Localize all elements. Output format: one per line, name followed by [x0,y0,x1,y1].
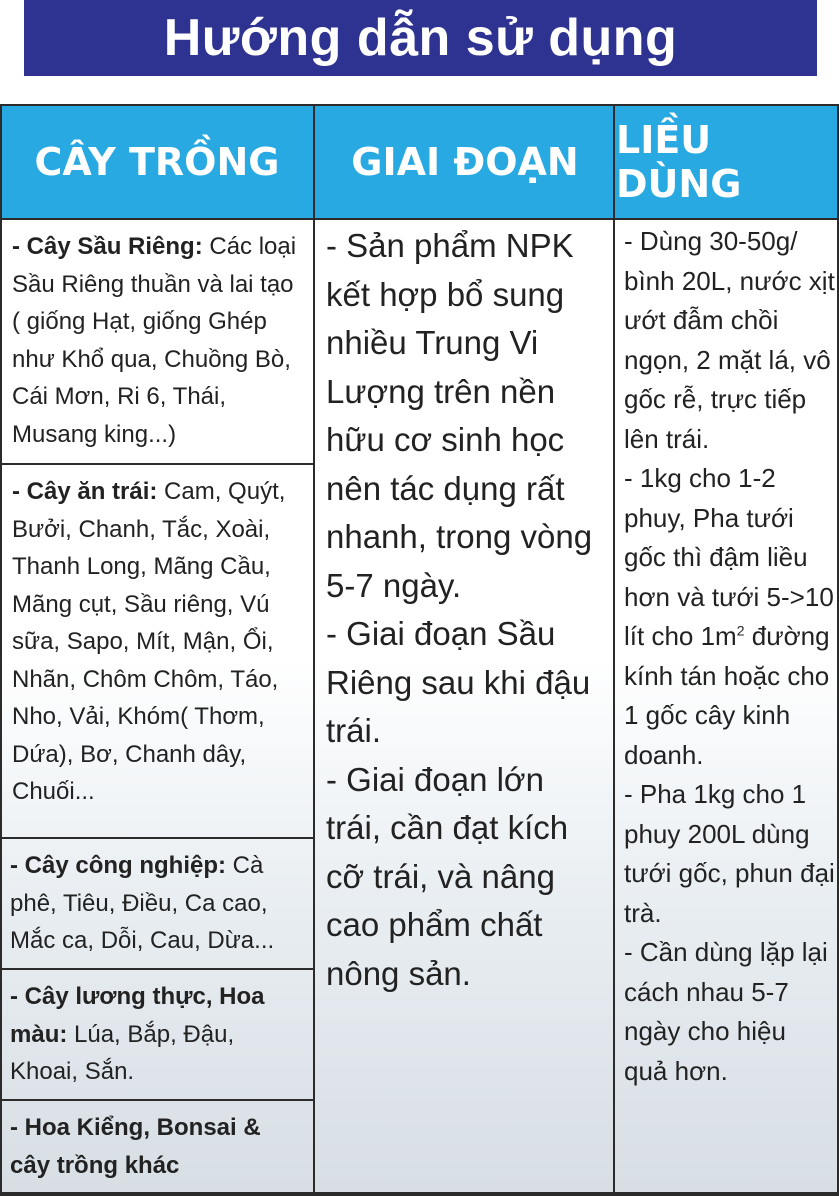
crop-label: - Cây công nghiệp: [10,852,226,879]
crop-row-ornamental [0,1101,314,1193]
crop-row-food [0,970,314,1101]
header-stage: GIAI ĐOẠN [351,140,579,184]
table-bottom-border [0,1192,839,1196]
header-dose: LIỀU DÙNG [616,118,742,206]
table-header-row [0,106,839,220]
crop-label: - Cây ăn trái: [12,478,158,505]
crop-text: Cam, Quýt, Bưởi, Chanh, Tắc, Xoài, Thanh Long, Mãng Cầu, Mãng cụt, Sầu riêng, Vú sữa, Sapo, Mít, Mận, Ổi, Nhãn, Chôm Chôm, Táo, Nho, Vải, Khóm( Thơm, Dứa), Bơ, Chanh dây, Chuối... [12,478,286,805]
stage-text-3: - Giai đoạn lớn trái, cần đạt kích cỡ trái, và nâng cao phẩm chất nông sản. [326,760,569,992]
crop-text: Lúa, Bắp, Đậu, Khoai, Sắn. [10,1020,235,1085]
crop-label: - Cây Sầu Riêng: [12,233,203,260]
crop-row-durian [0,220,314,465]
dose-text-4: - Cần dùng lặp lại cách nhau 5-7 ngày cho hiệu quả hơn. [624,937,828,1086]
header-crop: CÂY TRỒNG [34,140,280,184]
crop-label: - Cây lương thực, Hoa màu: [10,983,265,1048]
page-title: Hướng dẫn sử dụng [163,9,678,67]
stage-text-2: - Giai đoạn Sầu Riêng sau khi đậu trái. [326,615,591,749]
dose-text-2a: - 1kg cho 1-2 phuy, Pha tưới gốc thì đậm liều hơn và tưới 5->10 lít cho 1m [624,463,834,651]
dose-superscript: 2 [736,622,745,639]
stage-cell [316,222,614,998]
dose-text-3: - Pha 1kg cho 1 phuy 200L dùng tưới gốc, phun đại trà. [624,779,835,928]
crop-text: Các loại Sầu Riêng thuần và lai tạo ( giống Hạt, giống Ghép như Khổ qua, Chuồng Bò, Cái Mơn, Ri 6, Thái, Musang king...) [12,233,297,448]
dose-text-1: - Dùng 30-50g/ bình 20L, nước xịt ướt đẫm chồi ngọn, 2 mặt lá, vô gốc rễ, trực tiếp lên trái. [624,226,835,454]
crop-text: Cà phê, Tiêu, Điều, Ca cao, Mắc ca, Dỗi, Cau, Dừa... [10,852,275,954]
stage-text-1: - Sản phẩm NPK kết hợp bổ sung nhiều Trung Vi Lượng trên nền hữu cơ sinh học nên tác dụng rất nhanh, trong vòng 5-7 ngày. [326,227,593,604]
usage-table [0,104,839,1196]
title-banner [24,0,817,76]
crop-row-fruit [0,465,314,839]
dose-text-2 [624,459,835,775]
dose-text-2b: đường kính tán hoặc cho 1 gốc cây kinh doanh. [624,621,830,770]
crop-label: - Hoa Kiểng, Bonsai & cây trồng khác [10,1114,261,1179]
crop-row-industrial [0,839,314,970]
dose-cell [616,222,839,1091]
